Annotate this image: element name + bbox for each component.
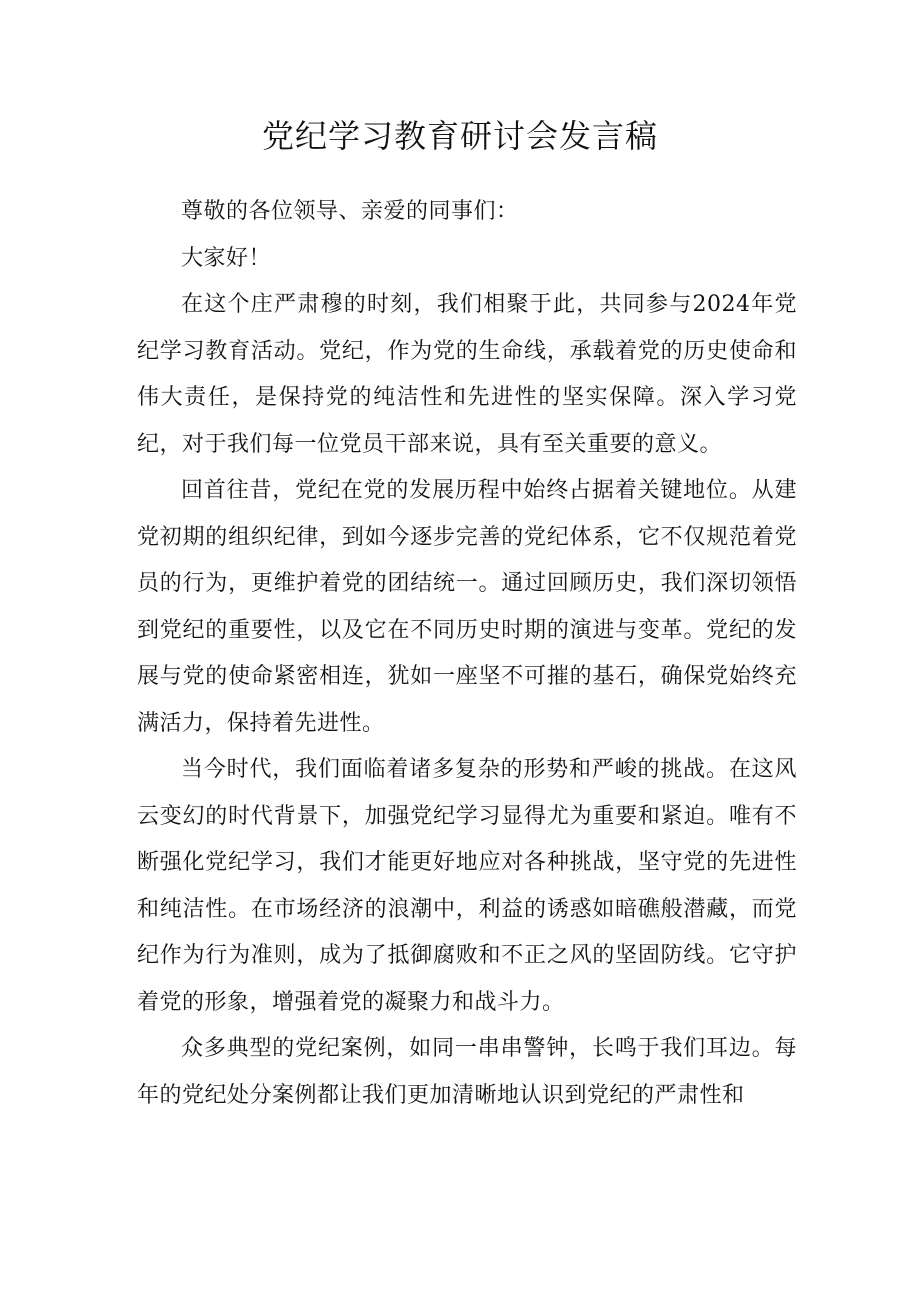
- document-title: 党纪学习教育研讨会发言稿: [261, 117, 658, 155]
- body-paragraph-4: 众多典型的党纪案例，如同一串串警钟，长鸣于我们耳边。每年的党纪处分案例都让我们更加清晰地认识到党纪的严肃性和: [137, 1036, 797, 1108]
- body-paragraph-2: 回首往昔，党纪在党的发展历程中始终占据着关键地位。从建党初期的组织纪律，到如今逐步完善的党纪体系，它不仅规范着党员的行为，更维护着党的团结统一。通过回顾历史，我们深切领悟到党纪的重要性，以及它在不同历史时期的演进与变革。党纪的发展与党的使命紧密相连，犹如一座坚不可摧的基石，确保党始终充满活力，保持着先进性。: [137, 478, 797, 736]
- salutation-paragraph: 大家好！: [181, 245, 272, 271]
- greeting-paragraph: 尊敬的各位领导、亲爱的同事们：: [181, 199, 519, 224]
- body-paragraph-1: 在这个庄严肃穆的时刻，我们相聚于此，共同参与2024年党纪学习教育活动。党纪，作为党的生命线，承载着党的历史使命和伟大责任，是保持党的纯洁性和先进性的坚实保障。深入学习党纪，对于我们每一位党员干部来说，具有至关重要的意义。: [137, 292, 797, 457]
- body-paragraph-3: 当今时代，我们面临着诸多复杂的形势和严峻的挑战。在这风云变幻的时代背景下，加强党纪学习显得尤为重要和紧迫。唯有不断强化党纪学习，我们才能更好地应对各种挑战，坚守党的先进性和纯洁性。在市场经济的浪潮中，利益的诱惑如暗礁般潜藏，而党纪作为行为准则，成为了抵御腐败和不正之风的坚固防线。它守护着党的形象，增强着党的凝聚力和战斗力。: [137, 757, 797, 1015]
- document-body: [137, 189, 797, 1119]
